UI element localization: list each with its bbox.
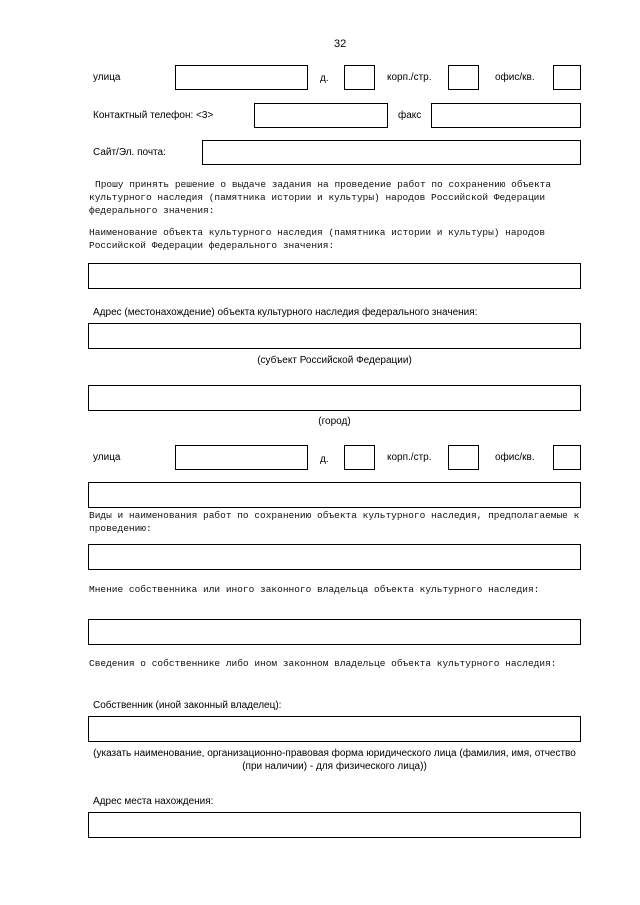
- building-input[interactable]: [448, 65, 479, 90]
- site-email-label: Сайт/Эл. почта:: [93, 147, 166, 158]
- subject-caption: (субъект Российской Федерации): [257, 355, 412, 366]
- page-number: 32: [334, 38, 347, 50]
- office-input[interactable]: [553, 65, 581, 90]
- fax-label: факс: [398, 110, 422, 121]
- house-input-2[interactable]: [344, 445, 375, 470]
- city-input[interactable]: [88, 385, 581, 411]
- house-input[interactable]: [344, 65, 375, 90]
- address-extra-input[interactable]: [88, 482, 581, 508]
- works-label: Виды и наименования работ по сохранению объекта культурного наследия, предполагаемые к проведению:: [89, 510, 580, 534]
- location-address-label: Адрес места нахождения:: [93, 796, 214, 807]
- street-label: улица: [93, 72, 121, 83]
- street-label-2: улица: [93, 452, 121, 463]
- object-address-label: Адрес (местонахождение) объекта культурного наследия федерального значения:: [93, 307, 478, 318]
- works-input[interactable]: [88, 544, 581, 570]
- fax-input[interactable]: [431, 103, 581, 128]
- city-caption: (город): [318, 416, 351, 427]
- owner-label: Собственник (иной законный владелец):: [93, 700, 282, 711]
- office-label-2: офис/кв.: [495, 452, 535, 463]
- street-input-2[interactable]: [175, 445, 308, 470]
- building-label: корп./стр.: [387, 72, 432, 83]
- phone-input[interactable]: [254, 103, 388, 128]
- object-name-input[interactable]: [88, 263, 581, 289]
- owner-info-label: Сведения о собственнике либо ином законном владельце объекта культурного наследия:: [89, 658, 557, 669]
- object-name-label: Наименование объекта культурного наследия (памятника истории и культуры) народов Российской Федерации федерального значения:: [89, 227, 546, 251]
- owner-opinion-input[interactable]: [88, 619, 581, 645]
- request-text: Прошу принять решение о выдаче задания на проведение работ по сохранению объекта культурного наследия (памятника истории и культуры) народов Российской Федерации федерального значения:: [89, 179, 552, 216]
- phone-label: Контактный телефон: <3>: [93, 110, 214, 121]
- office-label: офис/кв.: [495, 72, 535, 83]
- office-input-2[interactable]: [553, 445, 581, 470]
- subject-input[interactable]: [88, 323, 581, 349]
- site-email-input[interactable]: [202, 140, 581, 165]
- location-address-input[interactable]: [88, 812, 581, 838]
- building-label-2: корп./стр.: [387, 452, 432, 463]
- owner-caption: (указать наименование, организационно-правовая форма юридического лица (фамилия, имя, отчество (при наличии) - для физического лица)): [93, 748, 576, 772]
- owner-input[interactable]: [88, 716, 581, 742]
- house-label: д.: [320, 73, 329, 84]
- street-input[interactable]: [175, 65, 308, 90]
- owner-opinion-label: Мнение собственника или иного законного владельца объекта культурного наследия:: [89, 584, 540, 595]
- house-label-2: д.: [320, 454, 329, 465]
- building-input-2[interactable]: [448, 445, 479, 470]
